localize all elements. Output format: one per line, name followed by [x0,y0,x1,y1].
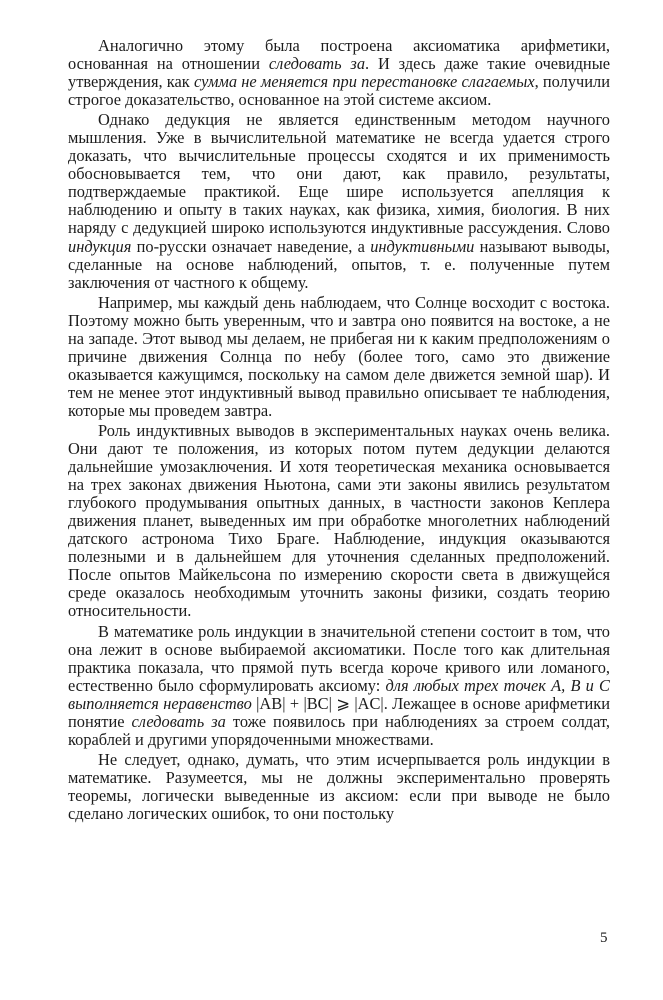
text-run: Не следует, однако, думать, что этим исчерпывается роль индукции в математике. Разумеется, мы не должны экспериментально проверять теоремы, логически выведенные из аксиом: если при выводе не было сделано логических ошибок, то они постольку [68,749,610,823]
text-run: , получили строгое доказательство, основанное на этой системе аксиом. [68,72,611,110]
italic-run: следовать за [268,54,366,74]
page-body [68,37,610,823]
paragraph-5 [68,623,610,749]
text-run: . И здесь даже такие очевидные утверждения, как [68,54,610,92]
page-number: 5 [600,930,608,946]
paragraph-6 [68,751,610,823]
paragraph-3 [68,294,610,420]
italic-run: индуктивными [370,236,475,256]
text-run: по-русски означает наведение, а [131,236,371,256]
text-run: называют выводы, сделанные на основе наблюдений, опытов, т. е. полученные путем заключения от частного к общему. [68,236,610,292]
text-run: Например, мы каждый день наблюдаем, что Солнце восходит с востока. Поэтому можно быть уверенным, что и завтра оно появится на востоке, а не на западе. Этот вывод мы делаем, не прибегая ни к каким предположениям о причине движения Солнца по небу (более того, само это движение оказывается кажущимся, поскольку на самом деле движется земной шар). И тем не менее этот индуктивный вывод правильно описывает те наблюдения, которые мы проведем завтра. [68,292,610,420]
text-run: Аналогично этому была построена аксиоматика арифметики, основанная на отношении [68,36,610,74]
italic-run: для любых трех точек A, B и C выполняется неравенство [68,675,610,713]
paragraph-1 [68,37,610,109]
paragraph-2 [68,111,610,291]
text-run: |AB| + |BC| ⩾ |AC|. Лежащее в основе арифметики понятие [68,693,610,731]
paragraph-4 [68,422,610,621]
italic-run: сумма не меняется при перестановке слагаемых [193,72,535,92]
italic-run: следовать за [131,711,226,731]
text-run: Однако дедукция не является единственным методом научного мышления. Уже в вычислительной математике не всегда удается строго доказать, что вычислительные процессы сходятся и их применимость обосновывается тем, что они дают, как правило, результаты, подтверждаемые практикой. Еще шире используется апелляция к наблюдению и опыту в таких науках, как физика, химия, биология. В них наряду с дедукцией широко используются индуктивные рассуждения. Слово [68,110,610,238]
italic-run: индукция [68,236,132,256]
text-run: тоже появилось при наблюдениях за строем солдат, кораблей и другими упорядоченными множествами. [68,711,610,749]
text-run: В математике роль индукции в значительной степени состоит в том, что она лежит в основе выбираемой аксиоматики. После того как длительная практика показала, что прямой путь всегда короче кривого или ломаного, естественно было сформулировать аксиому: [68,621,610,695]
text-run: Роль индуктивных выводов в экспериментальных науках очень велика. Они дают те положения, из которых потом путем дедукции делаются дальнейшие умозаключения. И хотя теоретическая механика основывается на трех законах движения Ньютона, сами эти законы явились результатом глубокого продумывания опытных данных, в частности законов Кеплера движения планет, выведенных им при обработке многолетних наблюдений датского астронома Тихо Браге. Наблюдение, индукция оказываются полезными и в дальнейшем для уточнения сделанных предположений. После опытов Майкельсона по измерению скорости света в движущейся среде оказалось необходимым уточнить законы физики, создать теорию относительности. [68,420,610,621]
